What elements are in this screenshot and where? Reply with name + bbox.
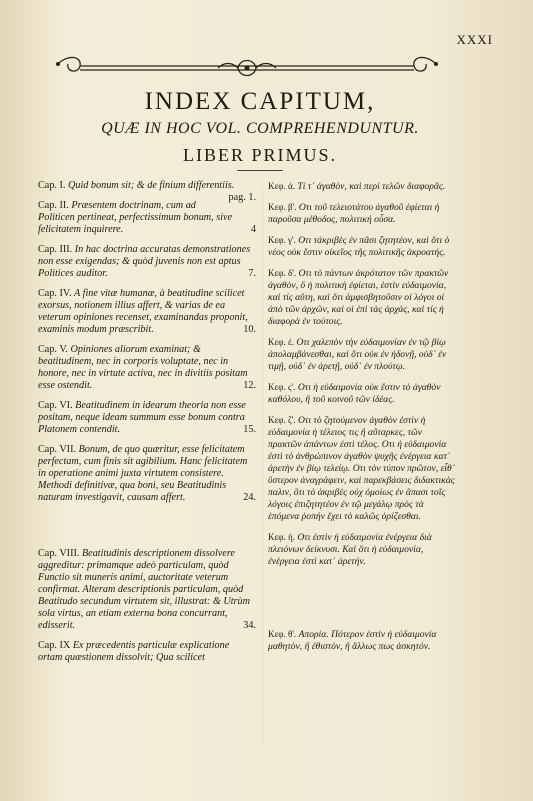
greek-chapter-label: Κεφ. β'. [268,202,297,212]
greek-chapter-summary: Οτι τἀκριβὲς ἐν πᾶσι ζητητέον, καὶ ὅτι ὁ νέος οὐκ ἔστιν οἰκεῖος τῆς πολιτικῆς ἀκροατής. [268,235,450,258]
chapter-summary: In hac doctrina accuratas demonstrationes non esse exigendas; & quòd juvenis non est aptus Politices auditor. [38,244,251,279]
page-reference: 24. [243,492,256,503]
chapter-label: Cap. I. [38,180,66,191]
greek-entry [268,336,456,373]
page-reference: 10. [243,324,256,335]
latin-entry [38,244,256,280]
greek-entry [268,180,456,193]
greek-chapter-summary: Απορία. Πότερον ἐστὶν ἡ εὐδαιμονία μαθητὸν, ἢ ἐθιστὸν, ἢ ἄλλως πως ἀσκητόν. [268,629,437,652]
page-reference: 15. [243,424,256,435]
chapter-summary: Præsentem doctrinam, cum ad Politicen pertineat, perfectissimum bonum, sive felicitatem inquirere. [38,200,233,235]
chapter-summary: Beatitudinem in idearum theoria non esse positam, neque ideam summum esse bonum contra Platonem contendit. [38,400,246,435]
page-reference: 4 [250,224,256,235]
chapter-label: Cap. VI. [38,400,73,411]
greek-chapter-summary: Οτι χαλεπὸν τὴν εὐδαιμονίαν ἐν τῷ βίῳ ἀπολαμβάνεσθαι, καὶ ὅτι οὐκ ἐν ἡδονῇ, οὐδ᾽ ἐν τιμῇ, οὐδ᾽ ἐν ἀρετῇ, οὐδ᾽ ἐν πλούτῳ. [268,337,447,372]
latin-entry [38,288,256,336]
greek-chapter-label: Κεφ. γ'. [268,235,296,245]
greek-entry [268,201,456,226]
greek-entry [268,414,456,523]
ornamental-header-rule [48,50,446,84]
greek-entry [268,267,456,328]
latin-entry [38,180,256,203]
greek-chapter-label: Κεφ. δ'. [268,268,297,278]
greek-chapter-label: Κεφ. ή. [268,532,295,542]
greek-chapter-label: Κεφ. θ'. [268,629,297,639]
page-reference: pag. 1. [228,192,256,203]
book-title: LIBER PRIMUS. [182,145,338,165]
chapter-label: Cap. VIII. [38,548,80,559]
greek-chapter-summary: Οτι τοῦ τελειοτάτου ἀγαθοῦ ἐφίεται ἡ παροῦσα μέθοδος, πολιτική οὖσα. [268,202,440,225]
latin-entry [38,200,256,236]
greek-entry [268,381,456,406]
page-reference: 12. [243,380,256,391]
index-title: INDEX CAPITUM, [144,88,376,115]
latin-entry [38,640,256,664]
greek-chapter-summary: Τί τ᾽ ἀγαθὸν, καὶ περὶ τελῶν διαφορᾶς. [297,181,446,192]
greek-column [268,180,456,661]
page-reference: 7. [248,268,256,279]
greek-chapter-label: Κεφ. ζ'. [268,415,296,425]
greek-chapter-summary: Οτι ἐστὶν ἡ εὐδαιμονία ἐνέργεια διὰ πλειόνων δείκνυσι. Καὶ ὅτι ἡ εὐδαιμονία, ἐνέργεια ἐστὶ κατ᾽ ἀρετήν. [268,532,432,567]
greek-entry [268,531,456,568]
chapter-label: Cap. IV. [38,288,72,299]
latin-entry [38,344,256,392]
greek-entry [268,234,456,259]
chapter-summary: Opiniones aliorum examinat; & beatitudinem, nec in corporis voluptate, nec in honore, nec in virtute activa, nec in divitiis positam esse ostendit. [38,344,248,391]
chapter-label: Cap. IX [38,640,71,651]
chapter-summary: Quid bonum sit; & de finium differentiis. [68,180,235,191]
chapter-label: Cap. III. [38,244,73,255]
page-reference: 34. [243,620,256,631]
greek-chapter-label: Κεφ. έ. [268,337,295,347]
latin-entry [38,400,256,436]
greek-chapter-label: Κεφ. ά. [268,181,295,191]
greek-chapter-label: Κεφ. ς'. [268,382,296,392]
page-number: XXXI [456,32,493,47]
title-rule [237,170,283,171]
chapter-summary: Beatitudinis descriptionem dissolvere aggreditur: primamque adeò particulam, quòd Functio sit muneris animi, auctoritate veterum confirmat. Alteram descriptionis particulam, quòd Beatitudo secundum virtutem sit, illustrat: & Utrùm sola virtus, an etiam externa bona concurrant, edisserit. [38,548,250,631]
latin-entry [38,548,256,632]
index-subtitle: QUÆ IN HOC VOL. COMPREHENDUNTUR. [101,120,419,137]
greek-chapter-summary: Οτι τὸ ζητούμενον ἀγαθὸν ἐστὶν ἡ εὐδαιμονία ἡ τέλειος τις ἢ αὔταρκες, τῶν πρακτῶν ἁπάντων ἐστὶ τέλος. Οτι ἡ εὐδαιμονία ἐστὶ τὸ ἀνθρώπινον ἀγαθὸν ψυχῆς ἐνέργεια κατ᾽ ἀρετὴν ἐν βίῳ τελείῳ. Οτι τὸν τύπον πρῶτον, εἶθ᾽ ὕστερον ἀναγράφειν, καὶ παρεκβάσεις διδακτικὰς παλιν, ὅτι τὸ ἀκριβὲς οὐχ ὁμοίως ἐν ἅπασι τοῖς λόγοις ἐπιζητητέον ἐν τῷ μεγάλῳ πρὸς τὰ ἑπόμενα ῥοπήν ἔχει τὸ καλῶς ὁρίζεσθαι. [268,415,455,522]
chapter-summary: Bonum, de quo quæritur, esse felicitatem perfectam, cum finis sit agibilium. Hanc felicitatem in operatione animi juxta virtutem consistere. Methodi definitivæ, qua boni, seu Beatitudinis naturam investigavit, causam affert. [38,444,248,503]
chapter-label: Cap. V. [38,344,68,355]
chapter-summary: A fine vitæ humanæ, à beatitudine scilicet exorsus, notionem illius affert, & varias de ea veterum opiniones recenset, examinandas proponit, examinis modum præscribit. [38,288,248,335]
column-gutter [262,186,263,746]
greek-entry [268,628,456,653]
latin-column [38,180,256,672]
chapter-label: Cap. II. [38,200,69,211]
chapter-label: Cap. VII. [38,444,77,455]
greek-chapter-summary: Οτι τὸ πάντων ἀκρότατον τῶν πρακτῶν ἀγαθὸν, ὃ ἡ πολιτικὴ ἐφίεται, ἐστὶν εὐδαιμονία, καὶ τίς αὕτη, καὶ ὅτι ἀμφισβητοῦσιν οἱ λόγοι οἱ ἀπὸ τῶν ἀρχῶν, καὶ οἱ ἐπὶ τὰς ἀρχάς, καὶ τίς ἡ διαφορὰ ἐν τούτοις. [268,268,449,327]
latin-entry [38,444,256,504]
chapter-summary: Ex præcedentis particulæ explicatione ortam quæstionem dissolvit; Qua scilicet [38,640,230,663]
bleed-through-text [210,34,270,46]
greek-chapter-summary: Οτι ἡ εὐδαιμονία οὐκ ἔστιν τὸ ἀγαθὸν καθόλου, ἢ τοῦ κοινοῦ τῶν ἰδέας. [268,382,441,405]
